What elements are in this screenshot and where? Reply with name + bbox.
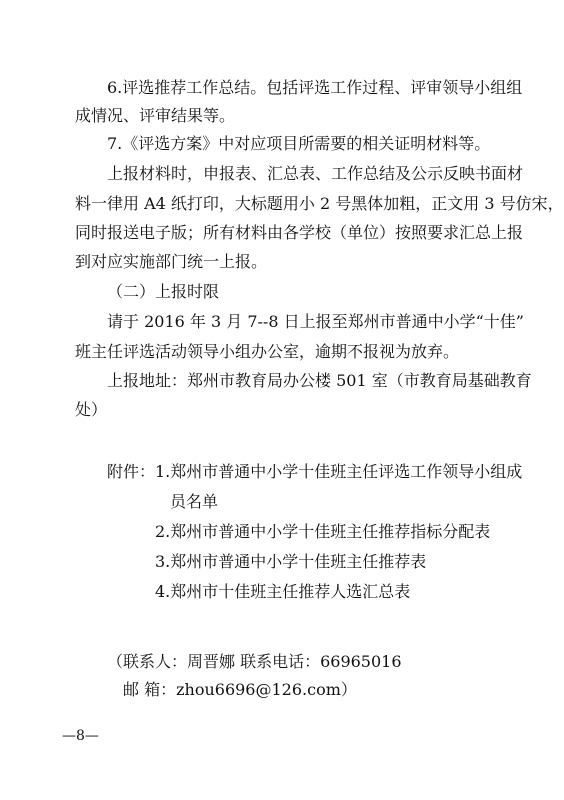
paragraph-line: 上报材料时，申报表、汇总表、工作总结及公示反映书面材 <box>107 164 524 183</box>
attachment-item: 4.郑州市十佳班主任推荐人选汇总表 <box>155 582 411 601</box>
paragraph-line: 到对应实施部门统一上报。 <box>75 252 268 271</box>
contact-line: （联系人：周晋娜 联系电话：66965016 <box>107 652 402 671</box>
attachment-item: 员名单 <box>170 492 219 511</box>
paragraph-line: 处） <box>75 400 108 419</box>
attachment-item: 3.郑州市普通中小学十佳班主任推荐表 <box>155 552 427 571</box>
section-heading: （二）上报时限 <box>107 282 220 301</box>
paragraph-line: 料一律用 A4 纸打印，大标题用小 2 号黑体加粗，正文用 3 号仿宋， <box>75 194 564 213</box>
attachment-item: 1.郑州市普通中小学十佳班主任评选工作领导小组成 <box>155 462 523 481</box>
paragraph-line: 同时报送电子版；所有材料由各学校（单位）按照要求汇总上报 <box>75 223 524 242</box>
paragraph-line: 成情况、评审结果等。 <box>75 106 236 125</box>
paragraph-line: 班主任评选活动领导小组办公室，逾期不报视为放弃。 <box>75 342 460 361</box>
paragraph-line: 6.评选推荐工作总结。包括评选工作过程、评审领导小组组 <box>107 78 523 97</box>
page-number: —8— <box>62 728 99 744</box>
email-line: 邮 箱：zhou6696@126.com） <box>123 680 357 699</box>
paragraph-line: 上报地址：郑州市教育局办公楼 501 室（市教育局基础教育 <box>107 371 532 390</box>
attachments-label: 附件： <box>107 462 156 481</box>
paragraph-line: 7.《评选方案》中对应项目所需要的相关证明材料等。 <box>107 134 491 153</box>
paragraph-line: 请于 2016 年 3 月 7--8 日上报至郑州市普通中小学“十佳” <box>107 312 524 331</box>
attachment-item: 2.郑州市普通中小学十佳班主任推荐指标分配表 <box>155 522 491 541</box>
